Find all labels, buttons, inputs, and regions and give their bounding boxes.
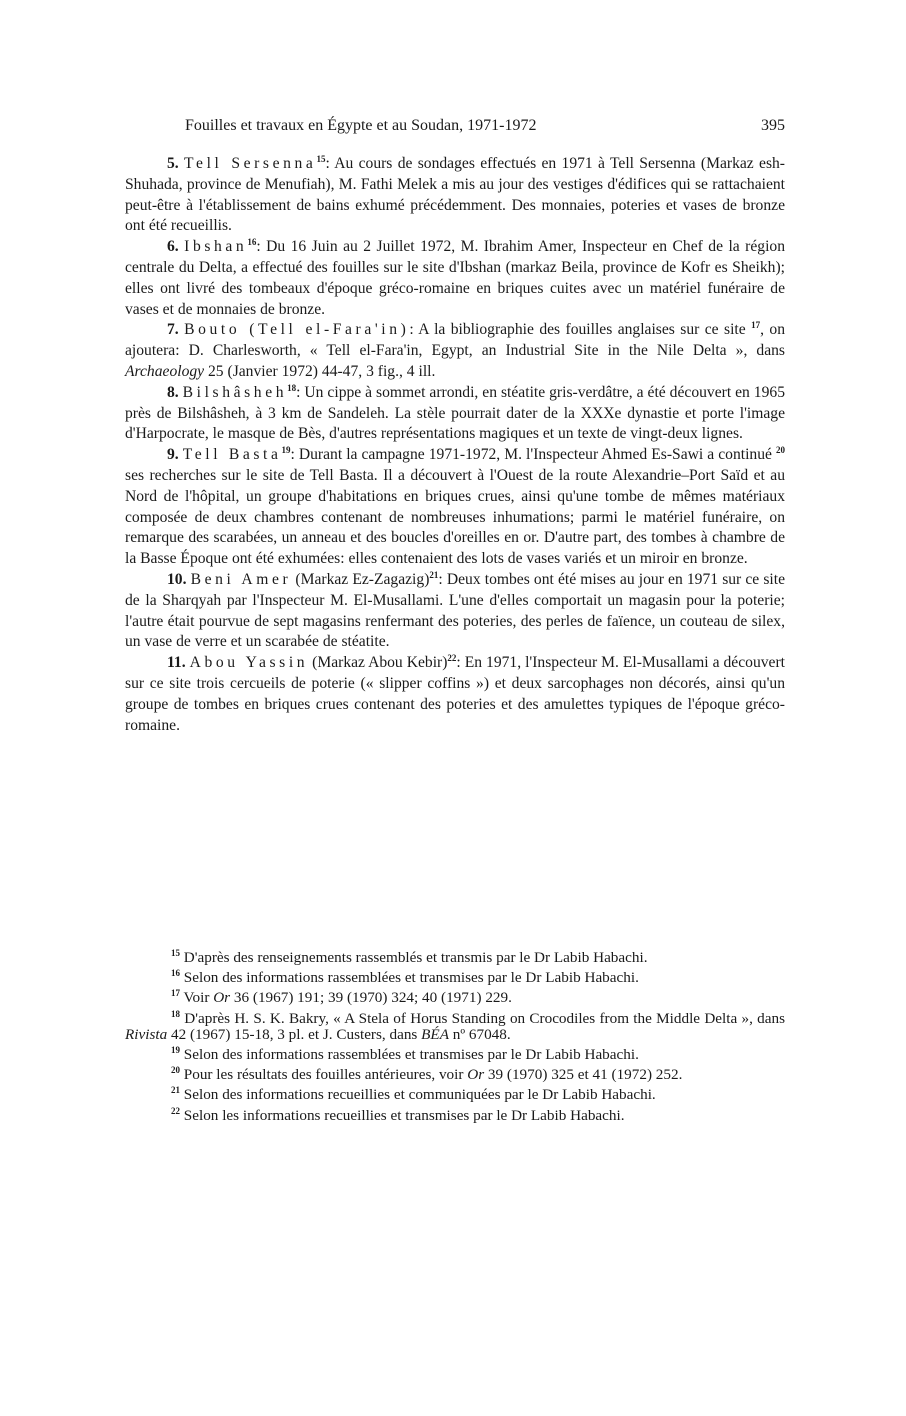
footnote-ref: 19 — [281, 444, 291, 455]
entry-text: 25 (Janvier 1972) 44-47, 3 fig., 4 ill. — [204, 362, 436, 380]
journal-abbrev: Or — [213, 989, 231, 1007]
entry-abou-yassin — [125, 653, 785, 736]
site-name: Bilshâsheh — [182, 383, 288, 401]
footnote-15 — [125, 947, 785, 966]
entry-bilshasheh — [125, 383, 785, 445]
entry-text: : Un cippe à sommet arrondi, en stéatite gris-verdâtre, a été découvert en 1965 près de Bilshâsheh, à 3 km de Sandeleh. La stèle pourrait dater de la XXXe dynastie et porte l'image d'Harpocrate, le masque de Bès, d'autres représentations magiques et un texte de vingt-deux lignes. — [125, 383, 785, 443]
site-name: Bouto — [184, 321, 241, 339]
footnote-number: 19 — [171, 1044, 180, 1055]
footnote-number: 16 — [171, 968, 180, 979]
footnote-text: 39 (1970) 325 et 41 (1972) 252. — [484, 1066, 683, 1084]
footnote-ref: 18 — [287, 382, 297, 393]
footnote-ref: 15 — [316, 153, 326, 164]
footnote-18 — [125, 1008, 786, 1043]
footnote-17 — [125, 990, 785, 1006]
running-title: Fouilles et travaux en Égypte et au Soudan, 1971-1972 — [185, 117, 537, 134]
entry-tell-basta — [125, 445, 785, 570]
footnote-text: Selon les informations recueillies et transmises par le Dr Labib Habachi. — [183, 1106, 625, 1124]
entry-text: : En 1971, l'Inspecteur M. El-Musallami a découvert sur ce site trois cercueils de poterie (« slipper coffins ») et deux sarcophages non décorés, ainsi qu'un groupe de tombes en briques crues contenant des poteries et des amulettes typiques de l'époque gréco-romaine. — [125, 654, 785, 734]
footnote-21 — [125, 1087, 785, 1103]
footnote-number: 18 — [171, 1008, 180, 1019]
journal-abbrev: BÉA — [421, 1025, 449, 1043]
footnote-19 — [125, 1044, 785, 1064]
journal-title: Archaeology — [125, 362, 205, 380]
entry-number: 9. — [167, 446, 179, 464]
site-name: Tell Basta — [182, 446, 282, 464]
entry-bouto — [125, 320, 785, 382]
entry-text: : Durant la campagne 1971-1972, M. l'Inspecteur Ahmed Es-Sawi a continué — [290, 446, 776, 464]
entry-number: 11. — [167, 654, 186, 672]
site-name: Ibshan — [184, 238, 248, 256]
entry-number: 6. — [167, 238, 179, 256]
footnote-number: 21 — [171, 1085, 180, 1096]
entry-text: : Du 16 Juin au 2 Juillet 1972, M. Ibrahim Amer, Inspecteur en Chef de la région centrale du Delta, a effectué des fouilles sur le site d'Ibshan (markaz Beila, province de Kofr es Sheikh); elles ont livré des tombeaux d'époque gréco-romaine en briques cuites avec un matériel funéraire de vases et de monnaies de bronze. — [125, 238, 785, 318]
footnote-16 — [125, 970, 785, 986]
footnote-ref: 21 — [429, 569, 439, 580]
entry-number: 8. — [167, 383, 179, 401]
footnote-number: 20 — [171, 1065, 180, 1076]
main-text — [125, 154, 785, 736]
footnote-ref: 17 — [751, 320, 761, 331]
footnote-text: Selon des informations rassemblées et transmises par le Dr Labib Habachi. — [183, 969, 639, 987]
footnote-20 — [125, 1067, 785, 1083]
entry-text: : Au cours de sondages effectués en 1971 à Tell Sersenna (Markaz esh-Shuhada, province de Menufiah), M. Fathi Melek a mis au jour des vestiges d'édifices qui se rattachaient peut-être à l'établissement de bains exhumé précédemment. Des monnaies, poteries et vases de bronze ont été recueillis. — [125, 155, 786, 235]
footnote-number: 15 — [171, 947, 180, 958]
footnote-text: D'après H. S. K. Bakry, « A Stela of Horus Standing on Crocodiles from the Middle Delta », dans — [184, 1009, 786, 1027]
entry-number: 5. — [167, 155, 179, 172]
entry-ibshan — [125, 237, 785, 320]
site-name: Abou Yassin — [189, 654, 309, 672]
entry-number: 7. — [167, 321, 179, 339]
entry-text: , on ajoutera: D. Charlesworth, « Tell el-Fara'in, Egypt, an Industrial Site in the Nile Delta », dans — [125, 321, 785, 360]
site-alt-name: (Tell el-Fara'in) — [240, 321, 410, 339]
entry-number: 10. — [167, 570, 187, 588]
footnote-text: Selon des informations recueillies et communiquées par le Dr Labib Habachi. — [183, 1086, 656, 1104]
entry-text: : Deux tombes ont été mises au jour en 1971 sur ce site de la Sharqyah par l'Inspecteur M. El-Musallami. L'une d'elles comportait un magasin pour la poterie; l'autre était pourvue de sept magasins renfermant des poteries, des perles de faïence, un couteau de silex, un vase de verre et un scarabée de stéatite. — [125, 570, 785, 651]
footnote-text: 42 (1967) 15-18, 3 pl. et J. Custers, dans — [167, 1025, 422, 1043]
footnote-number: 22 — [171, 1105, 180, 1116]
footnote-ref: 20 — [775, 444, 785, 455]
footnote-text: nº 67048. — [448, 1025, 511, 1043]
entry-beni-amer — [125, 570, 785, 653]
entry-text: ses recherches sur le site de Tell Basta. Il a découvert à l'Ouest de la route Alexandrie–Port Saïd et au Nord de l'hôpital, un groupe d'habitations en briques crues, ainsi qu'une tombe de mêmes matériaux composée de deux chambres contenant de nombreuses inhumations; parmi le matériel funéraire, on remarque des scarabées, un anneau et des boucles d'oreilles en or. D'autre part, des tombes à chambre de la Basse Époque ont été exhumées: elles contenaient des lots de vases variés et un miroir en bronze. — [125, 466, 785, 568]
footnote-ref: 22 — [447, 652, 457, 663]
journal-title: Rivista — [125, 1025, 168, 1043]
footnote-ref: 16 — [247, 237, 257, 247]
footnote-text: Voir — [183, 989, 214, 1007]
footnote-text: Pour les résultats des fouilles antérieures, voir — [183, 1066, 468, 1084]
page-number: 395 — [761, 117, 785, 134]
entry-text: : A la bibliographie des fouilles anglaises sur ce site — [409, 321, 752, 339]
footnote-22 — [125, 1105, 785, 1124]
site-name: Tell Sersenna — [184, 155, 317, 172]
journal-abbrev: Or — [467, 1066, 485, 1084]
entry-tell-sersenna — [125, 154, 785, 237]
footnote-text: D'après des renseignements rassemblés et transmis par le Dr Labib Habachi. — [183, 949, 648, 966]
site-location: (Markaz Abou Kebir) — [308, 654, 448, 672]
footnote-number: 17 — [171, 988, 180, 999]
site-location: (Markaz Ez-Zagazig) — [291, 570, 430, 588]
site-name: Beni Amer — [190, 570, 292, 588]
footnote-text: Selon des informations rassemblées et transmises par le Dr Labib Habachi. — [183, 1046, 639, 1064]
footnote-text: 36 (1967) 191; 39 (1970) 324; 40 (1971) 229. — [230, 989, 512, 1007]
footnotes — [125, 947, 786, 1128]
